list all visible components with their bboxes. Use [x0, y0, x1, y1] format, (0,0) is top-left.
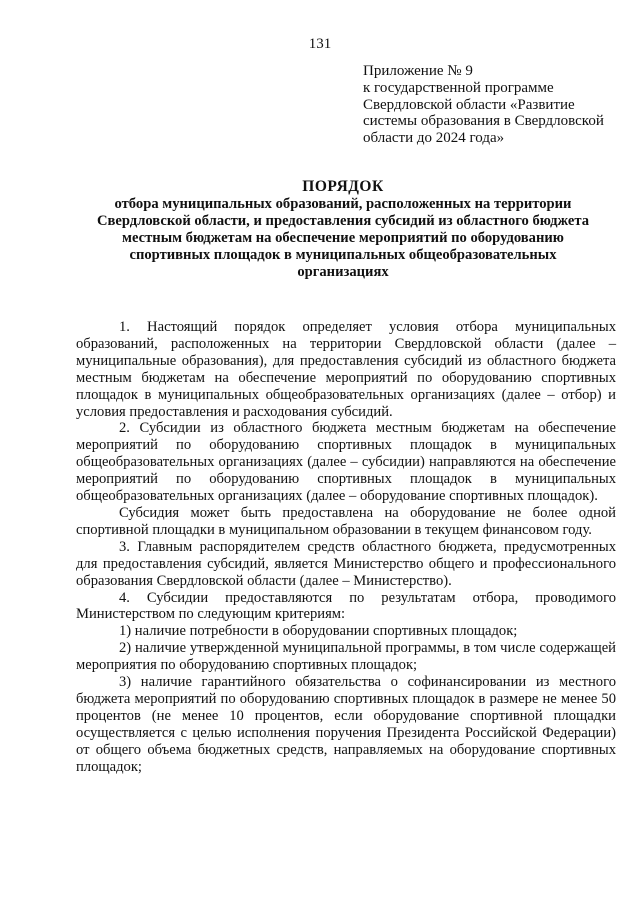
paragraph: 3. Главным распорядителем средств областного бюджета, предусмотренных для предоставления субсидий, является Министерство общего и профессионального образования Свердловской области (далее – Министерство).	[76, 538, 616, 589]
appendix-line: Свердловской области «Развитие	[363, 96, 575, 113]
document-title	[70, 178, 616, 281]
title-line: организациях	[297, 264, 389, 280]
title-heading: ПОРЯДОК	[302, 178, 384, 195]
title-line: местным бюджетам на обеспечение мероприятий по оборудованию	[122, 230, 564, 246]
appendix-line: системы образования в Свердловской	[363, 113, 604, 130]
appendix-reference	[363, 63, 623, 147]
paragraph: 4. Субсидии предоставляются по результатам отбора, проводимого Министерством по следующим критериям:	[76, 589, 616, 623]
paragraph: 1. Настоящий порядок определяет условия отбора муниципальных образований, расположенных на территории Свердловской области (далее – муниципальные образования), для предоставления субсидий из областного бюджета местным бюджетам на обеспечение мероприятий по оборудованию спортивных площадок в муниципальных общеобразовательных организациях (далее – отбор) и условия предоставления и расходования субсидий.	[76, 319, 616, 420]
document-body	[76, 319, 616, 775]
title-line: спортивных площадок в муниципальных общеобразовательных	[129, 247, 557, 263]
paragraph: 3) наличие гарантийного обязательства о софинансировании из местного бюджета мероприятий по оборудованию спортивных площадок в размере не менее 50 процентов (не менее 10 процентов, если оборудование спортивной площадки осуществляется с целью исполнения поручения Президента Российской Федерации) от общего объема бюджетных средств, направляемых на оборудование спортивных площадок;	[76, 674, 616, 775]
title-line: отбора муниципальных образований, расположенных на территории	[114, 196, 572, 212]
page-number: 131	[308, 36, 332, 52]
paragraph: 2) наличие утвержденной муниципальной программы, в том числе содержащей мероприятия по оборудованию спортивных площадок;	[76, 640, 616, 674]
paragraph: Субсидия может быть предоставлена на оборудование не более одной спортивной площадки в муниципальном образовании в текущем финансовом году.	[76, 504, 616, 538]
appendix-line: к государственной программе	[363, 79, 554, 96]
appendix-line: области до 2024 года»	[363, 130, 505, 147]
paragraph: 2. Субсидии из областного бюджета местным бюджетам на обеспечение мероприятий по оборудованию спортивных площадок в муниципальных общеобразовательных организациях (далее – субсидии) направляются на обеспечение мероприятий по оборудованию спортивных площадок в муниципальных общеобразовательных организациях (далее – оборудование спортивных площадок).	[76, 420, 616, 505]
appendix-line: Приложение № 9	[363, 63, 473, 79]
paragraph: 1) наличие потребности в оборудовании спортивных площадок;	[119, 623, 518, 640]
title-line: Свердловской области, и предоставления субсидий из областного бюджета	[96, 213, 589, 229]
